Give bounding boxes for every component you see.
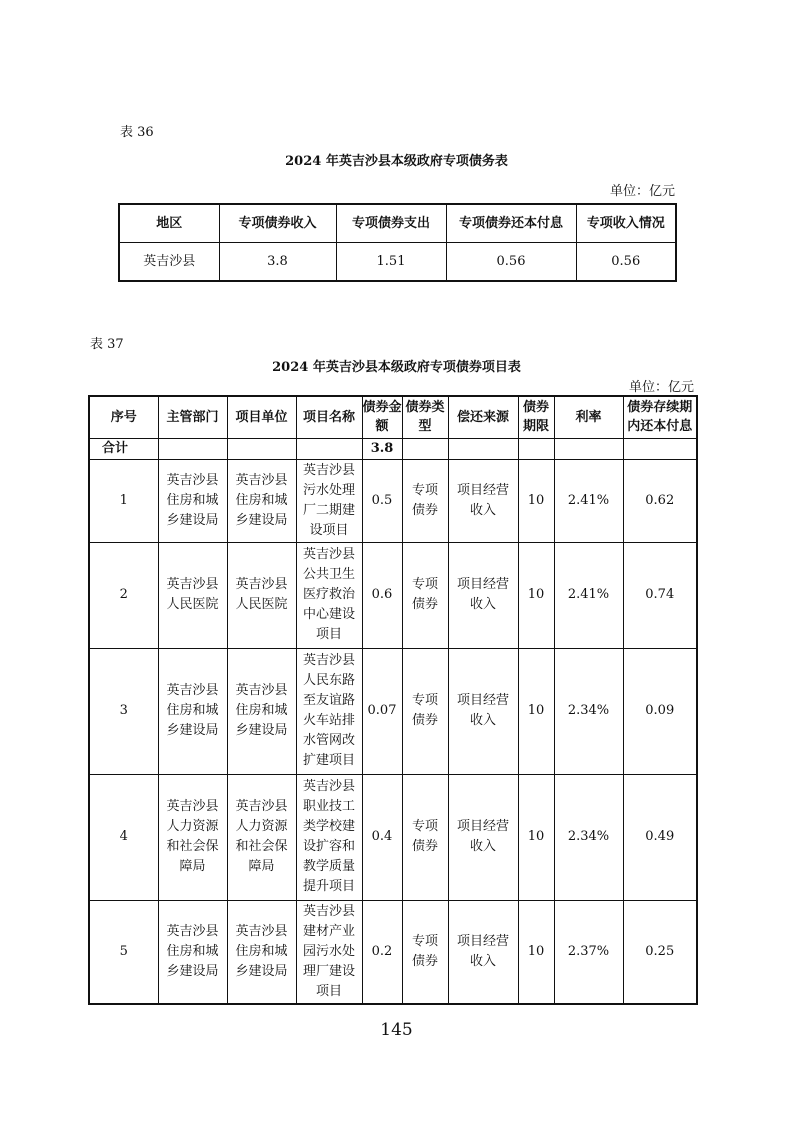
- table36-label: 表 36: [120, 125, 154, 140]
- header-no: 序号: [89, 396, 158, 438]
- cell-unit: 英吉沙县 住房和城 乡建设局: [227, 459, 296, 542]
- table36-unit: 单位：亿元: [609, 184, 675, 199]
- cell-term: 10: [518, 542, 554, 648]
- total-empty: [518, 438, 554, 459]
- table37-unit: 单位：亿元: [628, 380, 694, 395]
- cell-region: 英吉沙县: [119, 243, 219, 282]
- table36-title: 2024 年英吉沙县本级政府专项债务表: [285, 154, 508, 169]
- cell-dept: 英吉沙县 住房和城 乡建设局: [158, 648, 227, 774]
- total-empty: [158, 438, 227, 459]
- total-label: 合计: [89, 438, 158, 459]
- cell-source: 项目经营 收入: [448, 542, 518, 648]
- cell-repay: 0.49: [623, 774, 697, 900]
- cell-term: 10: [518, 900, 554, 1004]
- total-empty: [623, 438, 697, 459]
- cell-dept: 英吉沙县 人力资源 和社会保 障局: [158, 774, 227, 900]
- cell-no: 5: [89, 900, 158, 1004]
- cell-source: 项目经营 收入: [448, 648, 518, 774]
- header-income-status: 专项收入情况: [576, 204, 676, 243]
- cell-source: 项目经营 收入: [448, 774, 518, 900]
- cell-rate: 2.41%: [554, 542, 623, 648]
- table-row: [89, 542, 697, 648]
- total-amount: 3.8: [362, 438, 402, 459]
- cell-repay: 0.25: [623, 900, 697, 1004]
- special-debt-table: [118, 203, 677, 282]
- table-row: [89, 648, 697, 774]
- cell-term: 10: [518, 648, 554, 774]
- cell-rate: 2.41%: [554, 459, 623, 542]
- cell-bond-expense: 1.51: [336, 243, 446, 282]
- header-region: 地区: [119, 204, 219, 243]
- cell-unit: 英吉沙县 人民医院: [227, 542, 296, 648]
- cell-type: 专项 债券: [402, 542, 448, 648]
- cell-rate: 2.37%: [554, 900, 623, 1004]
- cell-bond-income: 3.8: [219, 243, 336, 282]
- table-row: [89, 774, 697, 900]
- cell-type: 专项 债券: [402, 459, 448, 542]
- total-empty: [227, 438, 296, 459]
- header-rate: 利率: [554, 396, 623, 438]
- cell-amount: 0.07: [362, 648, 402, 774]
- header-amount: 债券金 额: [362, 396, 402, 438]
- header-name: 项目名称: [296, 396, 362, 438]
- header-bond-repayment: 专项债券还本付息: [446, 204, 576, 243]
- cell-unit: 英吉沙县 住房和城 乡建设局: [227, 648, 296, 774]
- cell-no: 4: [89, 774, 158, 900]
- cell-dept: 英吉沙县 住房和城 乡建设局: [158, 459, 227, 542]
- cell-type: 专项 债券: [402, 648, 448, 774]
- total-row: [89, 438, 697, 459]
- total-empty: [402, 438, 448, 459]
- cell-repay: 0.09: [623, 648, 697, 774]
- cell-income-status: 0.56: [576, 243, 676, 282]
- cell-dept: 英吉沙县 人民医院: [158, 542, 227, 648]
- total-empty: [554, 438, 623, 459]
- cell-amount: 0.4: [362, 774, 402, 900]
- cell-source: 项目经营 收入: [448, 459, 518, 542]
- cell-name: 英吉沙县 公共卫生 医疗救治 中心建设 项目: [296, 542, 362, 648]
- cell-source: 项目经营 收入: [448, 900, 518, 1004]
- header-source: 偿还来源: [448, 396, 518, 438]
- cell-bond-repayment: 0.56: [446, 243, 576, 282]
- header-unit: 项目单位: [227, 396, 296, 438]
- cell-unit: 英吉沙县 住房和城 乡建设局: [227, 900, 296, 1004]
- table37-title: 2024 年英吉沙县本级政府专项债券项目表: [272, 360, 521, 375]
- header-bond-income: 专项债券收入: [219, 204, 336, 243]
- cell-amount: 0.6: [362, 542, 402, 648]
- cell-amount: 0.2: [362, 900, 402, 1004]
- cell-no: 3: [89, 648, 158, 774]
- table36-header-row: [119, 204, 676, 243]
- cell-term: 10: [518, 459, 554, 542]
- cell-rate: 2.34%: [554, 774, 623, 900]
- table-row: [119, 243, 676, 282]
- total-empty: [448, 438, 518, 459]
- cell-name: 英吉沙县 建材产业 园污水处 理厂建设 项目: [296, 900, 362, 1004]
- cell-unit: 英吉沙县 人力资源 和社会保 障局: [227, 774, 296, 900]
- cell-name: 英吉沙县 污水处理 厂二期建 设项目: [296, 459, 362, 542]
- cell-name: 英吉沙县 职业技工 类学校建 设扩容和 教学质量 提升项目: [296, 774, 362, 900]
- header-dept: 主管部门: [158, 396, 227, 438]
- cell-repay: 0.74: [623, 542, 697, 648]
- cell-type: 专项 债券: [402, 900, 448, 1004]
- header-bond-expense: 专项债券支出: [336, 204, 446, 243]
- cell-type: 专项 债券: [402, 774, 448, 900]
- cell-name: 英吉沙县 人民东路 至友谊路 火车站排 水管网改 扩建项目: [296, 648, 362, 774]
- header-repay: 债券存续期 内还本付息: [623, 396, 697, 438]
- header-term: 债券 期限: [518, 396, 554, 438]
- cell-term: 10: [518, 774, 554, 900]
- table37-label: 表 37: [90, 337, 124, 352]
- cell-amount: 0.5: [362, 459, 402, 542]
- page-number: 145: [380, 1020, 413, 1040]
- bond-project-table: [88, 395, 698, 1005]
- cell-rate: 2.34%: [554, 648, 623, 774]
- header-type: 债券类 型: [402, 396, 448, 438]
- table-row: [89, 459, 697, 542]
- cell-repay: 0.62: [623, 459, 697, 542]
- total-empty: [296, 438, 362, 459]
- cell-dept: 英吉沙县 住房和城 乡建设局: [158, 900, 227, 1004]
- cell-no: 2: [89, 542, 158, 648]
- table37-header-row: [89, 396, 697, 438]
- cell-no: 1: [89, 459, 158, 542]
- table-row: [89, 900, 697, 1004]
